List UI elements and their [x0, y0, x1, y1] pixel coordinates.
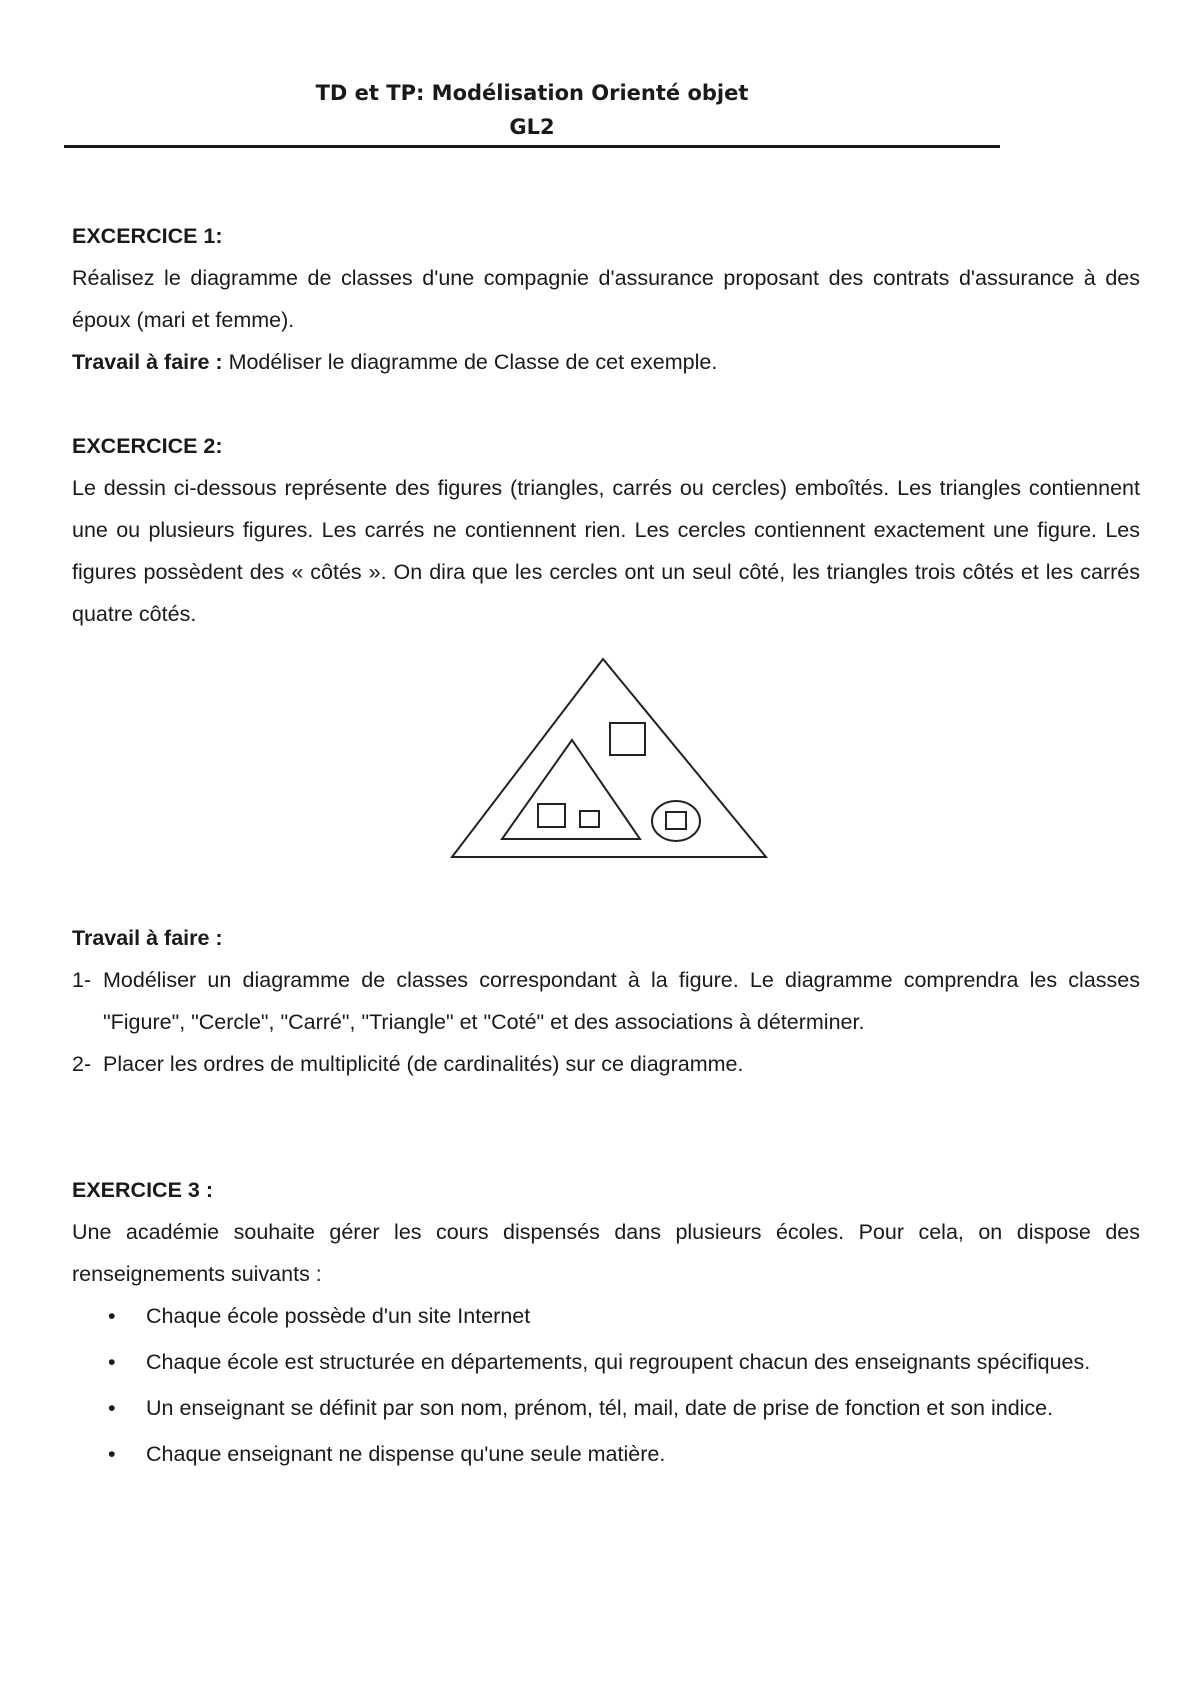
ex3-bullet-text: Un enseignant se définit par son nom, prénom, tél, mail, date de prise de fonction et son indice. [146, 1396, 1054, 1420]
ex2-task-label: Travail à faire : [72, 926, 223, 950]
ex2-item-1-text: Modéliser un diagramme de classes correspondant à la figure. Le diagramme comprendra les classes "Figure", "Cercle", "Carré", "Triangle" et "Coté" et des associations à déterminer. [103, 968, 1140, 1034]
ex1-text: Réalisez le diagramme de classes d'une compagnie d'assurance proposant des contrats d'assurance à des époux (mari et femme). [72, 266, 1140, 332]
header-rule [64, 145, 1000, 148]
ex2-item-2 [72, 1043, 1140, 1085]
ex3-bullet-list [72, 1295, 1140, 1475]
square-inner-small [580, 811, 599, 827]
bullet-icon: • [108, 1396, 116, 1420]
ex3-text: Une académie souhaite gérer les cours dispensés dans plusieurs écoles. Pour cela, on dispose des renseignements suivants : [72, 1220, 1140, 1286]
square-in-circle [666, 812, 686, 829]
bullet-icon: • [108, 1304, 116, 1328]
ex3-bullet-item [72, 1341, 1140, 1383]
ex1-task-label: Travail à faire : [72, 350, 223, 374]
document-title: TD et TP: Modélisation Orienté objet [315, 81, 749, 105]
document-header [64, 74, 1000, 142]
circle [652, 801, 700, 841]
ex1-heading: EXCERCICE 1: [72, 224, 223, 248]
ex3-heading: EXERCICE 3 : [72, 1178, 213, 1202]
ex2-item-1 [72, 959, 1140, 1043]
ex2-item-2-number: 2- [72, 1052, 92, 1076]
ex1-task [72, 341, 1140, 383]
document-body [72, 215, 1140, 1479]
ex3-bullet-item [72, 1387, 1140, 1429]
ex1-task-text: Modéliser le diagramme de Classe de cet exemple. [222, 350, 718, 374]
bullet-icon: • [108, 1350, 116, 1374]
ex2-text: Le dessin ci-dessous représente des figures (triangles, carrés ou cercles) emboîtés. Les triangles contiennent une ou plusieurs figures. Les carrés ne contiennent rien. Les cercles contiennent exactement une figure. Les figures possèdent des « côtés ». On dira que les cercles ont un seul côté, les triangles trois côtés et les carrés quatre côtés. [72, 476, 1140, 626]
ex2-heading: EXCERCICE 2: [72, 434, 223, 458]
square-top [610, 723, 645, 755]
ex3-bullet-text: Chaque école possède d'un site Internet [146, 1304, 531, 1328]
document-subtitle: GL2 [509, 115, 555, 139]
ex3-bullet-item [72, 1433, 1140, 1475]
bullet-icon: • [108, 1442, 116, 1466]
nested-figures-svg [448, 655, 772, 867]
ex3-bullet-text: Chaque école est structurée en départements, qui regroupent chacun des enseignants spécifiques. [146, 1350, 1091, 1374]
square-inner-left [538, 804, 565, 827]
nested-figures-drawing [72, 635, 1140, 917]
outer-triangle [452, 659, 766, 857]
ex2-item-2-text: Placer les ordres de multiplicité (de cardinalités) sur ce diagramme. [103, 1052, 744, 1076]
ex3-bullet-item [72, 1295, 1140, 1337]
ex2-item-1-number: 1- [72, 968, 92, 992]
ex3-bullet-text: Chaque enseignant ne dispense qu'une seule matière. [146, 1442, 666, 1466]
